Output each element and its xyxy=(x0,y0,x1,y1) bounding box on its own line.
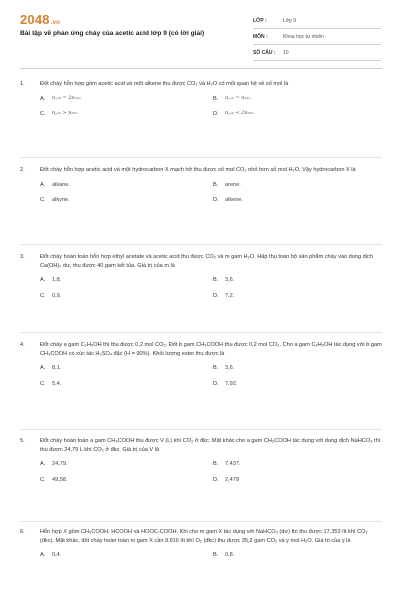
question-divider xyxy=(20,521,382,522)
option-text: 7,437. xyxy=(225,461,241,468)
question-divider xyxy=(20,157,382,158)
option-label: D. xyxy=(213,197,219,204)
option-c[interactable] xyxy=(40,380,213,389)
option-b[interactable] xyxy=(213,181,386,190)
meta-row-subject xyxy=(253,29,381,45)
option-text: 7,92. xyxy=(225,380,238,387)
option-c[interactable] xyxy=(40,196,213,205)
logo-suffix: .vn xyxy=(50,20,61,26)
site-logo[interactable] xyxy=(20,12,60,27)
answer-options xyxy=(40,95,382,119)
question-stem: Đốt cháy hoàn toàn a gam CH₃COOH thu được V (L) khí CO₂ ở đkc. Mặt khác cho a gam CH₃COOH tác dụng với dung dịch NaHCO₃ thì thu được 24,79 L khí CO₂ ở đkc. Giá trị của V là xyxy=(40,438,381,453)
question-number: 6. xyxy=(20,529,25,535)
answer-options xyxy=(40,181,382,205)
question-stem: Hỗn hợp X gồm CH₃COOH, HCOOH và HOOC-COOH. Khi cho m gam X tác dụng với NaHCO₃ (dư) thì thu được 17,353 lít khí CO₂ (đkc). Mặt khác, đốt cháy hoàn toàn m gam X cần 9,916 lít khí O₂ (đkc) thu được 35,2 gam CO₂ và y mol H₂O. Giá trị của y là xyxy=(40,529,368,544)
option-label: C. xyxy=(40,197,46,204)
option-label: B. xyxy=(213,277,219,284)
option-label: B. xyxy=(213,365,219,372)
option-label: C. xyxy=(40,292,46,299)
option-a[interactable] xyxy=(40,276,213,285)
question-number: 1. xyxy=(20,81,25,87)
answer-options xyxy=(40,551,382,560)
option-text: 1,8. xyxy=(52,277,62,284)
option-text: 2,479 xyxy=(225,476,239,483)
option-label: D. xyxy=(213,476,219,483)
option-d[interactable] xyxy=(213,292,386,301)
option-label: A. xyxy=(40,95,46,102)
option-label: D. xyxy=(213,380,219,387)
option-text: 8,1. xyxy=(52,365,62,372)
question-stem: Đốt cháy hỗn hợp acetic acid và một hydrocarbon X mạch hở thu được số mol CO₂ nhỏ hơn số mol H₂O. Vậy hydrocarbon X là xyxy=(40,167,356,173)
option-a[interactable] xyxy=(40,551,213,560)
page-title: Bài tập về phản ứng cháy của acetic acid lớp 9 (có lời giải) xyxy=(20,30,205,37)
option-d[interactable] xyxy=(213,110,386,119)
page-header xyxy=(0,0,400,66)
option-label: B. xyxy=(213,181,219,188)
answer-options xyxy=(40,460,382,484)
option-label: C. xyxy=(40,476,46,483)
question-2 xyxy=(20,166,382,205)
option-a[interactable] xyxy=(40,181,213,190)
option-b[interactable] xyxy=(213,460,386,469)
option-text: 49,58. xyxy=(52,476,68,483)
meta-label: SỐ CÂU : xyxy=(253,49,276,56)
option-text: 0,8. xyxy=(225,552,235,559)
option-text: alkene. xyxy=(225,197,244,204)
option-label: C. xyxy=(40,380,46,387)
option-b[interactable] xyxy=(213,364,386,373)
answer-options xyxy=(40,364,382,388)
option-d[interactable] xyxy=(213,476,386,485)
option-text: n꜀ₒ₂ = nₕ₂ₒ xyxy=(225,94,251,101)
meta-value: Khoa học tự nhiên xyxy=(283,33,324,40)
option-label: B. xyxy=(213,95,219,102)
option-a[interactable] xyxy=(40,460,213,469)
option-text: 0,4. xyxy=(52,552,62,559)
question-divider xyxy=(20,332,382,333)
option-label: C. xyxy=(40,111,46,118)
meta-value: 10 xyxy=(283,49,289,56)
question-number: 4. xyxy=(20,342,25,348)
question-stem: Đốt cháy hỗn hợp gồm acetic acid và một alkene thu được CO₂ và H₂O có mối quan hệ về số mol là xyxy=(40,81,289,87)
option-c[interactable] xyxy=(40,292,213,301)
meta-value: Lớp 9 xyxy=(283,17,297,24)
meta-table xyxy=(253,13,381,61)
option-label: A. xyxy=(40,277,46,284)
question-number: 3. xyxy=(20,254,25,260)
meta-label: LỚP : xyxy=(253,17,267,24)
option-text: n꜀ₒ₂ < 2nₕ₂ₒ xyxy=(225,110,254,117)
question-3 xyxy=(20,253,382,301)
option-label: A. xyxy=(40,461,46,468)
option-b[interactable] xyxy=(213,276,386,285)
option-b[interactable] xyxy=(213,551,386,560)
option-text: 3,6. xyxy=(225,277,235,284)
option-text: alkyne. xyxy=(52,197,70,204)
option-label: B. xyxy=(213,552,219,559)
option-text: 3,6. xyxy=(225,365,235,372)
option-text: 5,4. xyxy=(52,380,62,387)
option-c[interactable] xyxy=(40,110,213,119)
option-text: n꜀ₒ₂ = 2nₕ₂ₒ xyxy=(52,94,81,101)
option-label: A. xyxy=(40,181,46,188)
question-5 xyxy=(20,437,382,485)
question-divider xyxy=(20,429,382,430)
question-6 xyxy=(20,528,382,560)
option-d[interactable] xyxy=(213,380,386,389)
meta-row-class xyxy=(253,13,381,29)
option-a[interactable] xyxy=(40,364,213,373)
option-text: n꜀ₒ₂ > nₕ₂ₒ xyxy=(52,110,78,117)
question-1 xyxy=(20,80,382,119)
option-label: A. xyxy=(40,365,46,372)
option-c[interactable] xyxy=(40,476,213,485)
question-number: 5. xyxy=(20,438,25,444)
option-text: 24,79. xyxy=(52,461,68,468)
meta-label: MÔN : xyxy=(253,33,268,40)
question-stem: Đốt cháy hoàn toàn hỗn hợp ethyl acetate và acetic acid thu được CO₂ và m gam H₂O. Hấp thụ toàn bộ sản phẩm cháy vào dung dịch Ca(OH)₂ dư, thu được 40 gam kết tủa. Giá trị của m là xyxy=(40,254,373,269)
answer-options xyxy=(40,276,382,300)
option-label: D. xyxy=(213,292,219,299)
option-text: arene. xyxy=(225,181,241,188)
option-d[interactable] xyxy=(213,196,386,205)
option-text: 0,9. xyxy=(52,292,62,299)
option-text: 7,2. xyxy=(225,292,235,299)
meta-row-count xyxy=(253,45,381,61)
option-label: D. xyxy=(213,111,219,118)
option-a[interactable] xyxy=(40,95,213,104)
question-number: 2. xyxy=(20,167,25,173)
header-divider xyxy=(20,68,382,69)
question-stem: Đốt cháy a gam C₂H₅OH thì thu được 0,2 mol CO₂. Đốt b gam CH₃COOH thu được 0,2 mol CO₂. Cho a gam C₂H₅OH tác dụng với b gam CH₃COOH có xúc tác H₂SO₄ đặc (H = 90%). Khối lượng ester thu được là xyxy=(40,342,382,357)
option-label: B. xyxy=(213,461,219,468)
option-text: alkane. xyxy=(52,181,71,188)
question-4 xyxy=(20,341,382,389)
logo-text: 2048 xyxy=(20,12,50,27)
option-label: A. xyxy=(40,552,46,559)
option-b[interactable] xyxy=(213,95,386,104)
question-divider xyxy=(20,244,382,245)
